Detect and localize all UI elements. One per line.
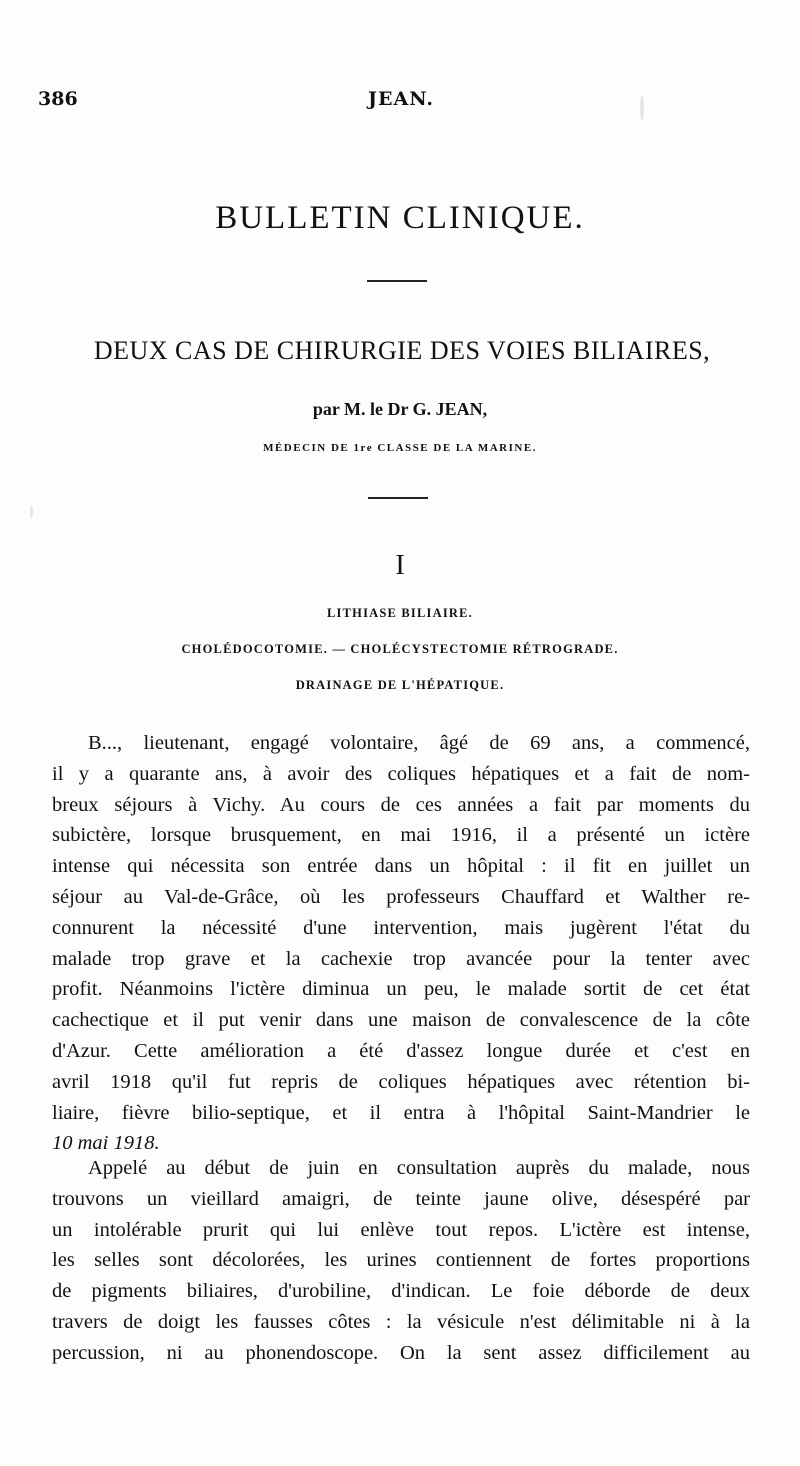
running-head: [38, 88, 760, 116]
text-line: séjour au Val-de-Grâce, où les professeurs Chauffard et Walther re-: [52, 885, 750, 908]
divider-rule: [367, 280, 427, 282]
paragraph-2: [52, 1153, 750, 1369]
text-line: intense qui nécessita son entrée dans un hôpital : il fit en juillet un: [52, 855, 750, 878]
subhead: CHOLÉDOCOTOMIE. — CHOLÉCYSTECTOMIE RÉTROGRADE.: [181, 642, 619, 656]
text-line: connurent la nécessité d'une intervention, mais jugèrent l'état du: [52, 916, 750, 939]
text-line: malade trop grave et la cachexie trop avancée pour la tenter avec: [52, 947, 750, 970]
subhead: LITHIASE BILIAIRE.: [327, 606, 473, 620]
text-line: breux séjours à Vichy. Au cours de ces années a fait par moments du: [52, 793, 750, 816]
text-line: Appelé au début de juin en consultation auprès du malade, nous: [88, 1157, 750, 1179]
text-line: percussion, ni au phonendoscope. On la sent assez difficilement au: [52, 1341, 750, 1364]
author-affiliation: MÉDECIN DE 1re CLASSE DE LA MARINE.: [263, 442, 537, 454]
text-line: d'Azur. Cette amélioration a été d'assez longue durée et c'est en: [52, 1039, 750, 1062]
text-line: 10 mai 1918.: [52, 1132, 160, 1155]
text-line: liaire, fièvre bilio-septique, et il entra à l'hôpital Saint-Mandrier le: [52, 1101, 750, 1124]
author-byline: par M. le Dr G. JEAN,: [312, 399, 488, 419]
section-title: BULLETIN CLINIQUE.: [215, 200, 585, 236]
text-line: il y a quarante ans, à avoir des coliques hépatiques et a fait de nom-: [52, 762, 750, 785]
text-line: B..., lieutenant, engagé volontaire, âgé de 69 ans, a commencé,: [88, 732, 750, 754]
text-line: cachectique et il put venir dans une maison de convalescence de la côte: [52, 1009, 750, 1032]
text-line: travers de doigt les fausses côtes : la vésicule n'est délimitable ni à la: [52, 1310, 750, 1333]
page-number: 386: [38, 88, 78, 110]
subhead: DRAINAGE DE L'HÉPATIQUE.: [295, 678, 505, 692]
text-line: avril 1918 qu'il fut repris de coliques hépatiques avec rétention bi-: [52, 1070, 750, 1093]
part-numeral: I: [395, 550, 405, 581]
text-line: subictère, lorsque brusquement, en mai 1916, il a présenté un ictère: [52, 824, 750, 847]
scan-smudge: [30, 505, 33, 519]
text-line: les selles sont décolorées, les urines contiennent de fortes proportions: [52, 1249, 750, 1272]
paragraph-1: [52, 728, 750, 1159]
text-line: trouvons un vieillard amaigri, de teinte jaune olive, désespéré par: [52, 1187, 750, 1210]
article-title: DEUX CAS DE CHIRURGIE DES VOIES BILIAIRES,: [93, 336, 711, 365]
divider-rule: [368, 497, 428, 499]
text-line: profit. Néanmoins l'ictère diminua un peu, le malade sortit de cet état: [52, 978, 750, 1001]
text-line: de pigments biliaires, d'urobiline, d'indican. Le foie déborde de deux: [52, 1280, 750, 1303]
text-line: un intolérable prurit qui lui enlève tout repos. L'ictère est intense,: [52, 1218, 750, 1241]
scan-smudge: [640, 96, 644, 120]
running-title: JEAN.: [368, 88, 434, 110]
